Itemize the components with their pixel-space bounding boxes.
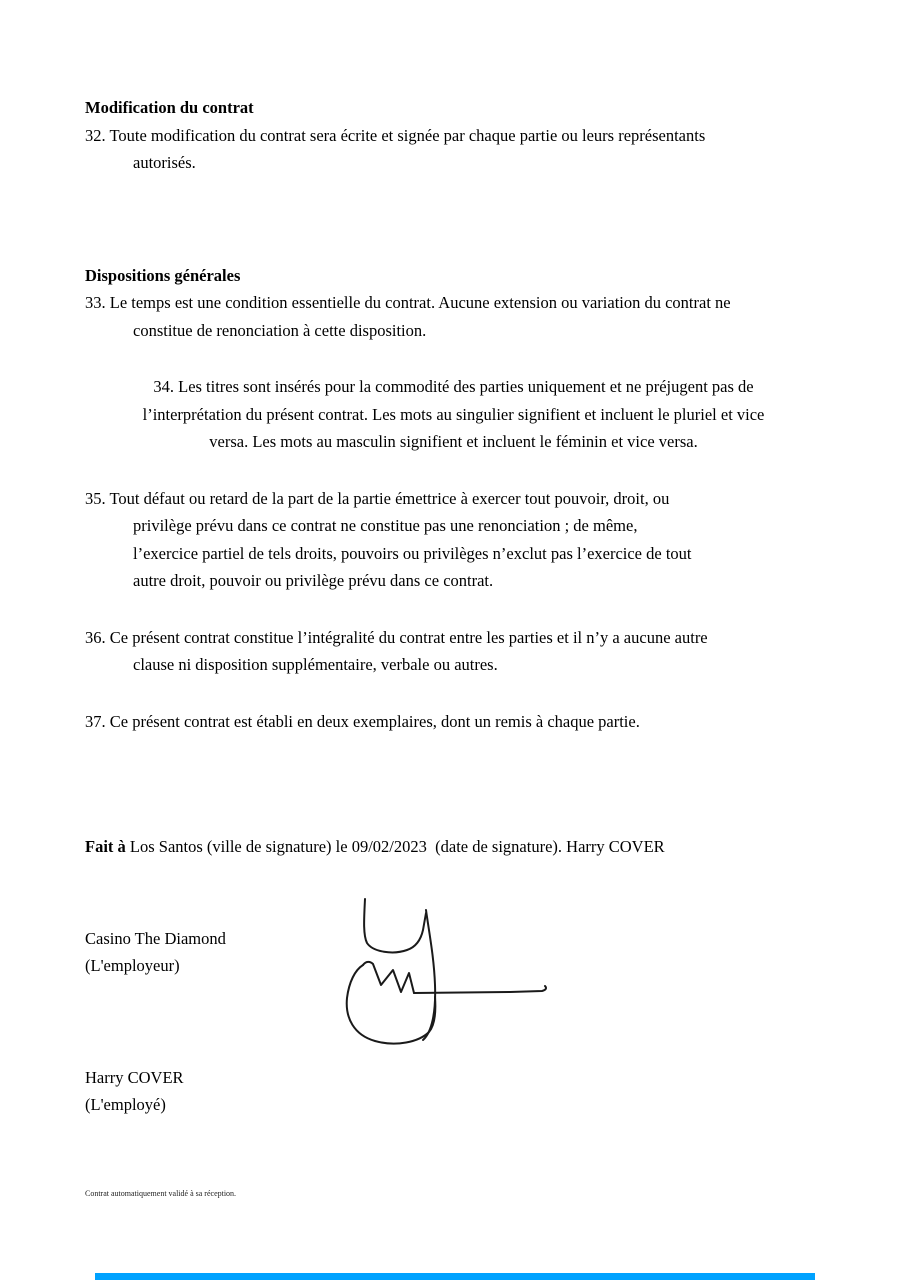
bottom-accent-bar [95,1273,815,1280]
employee-role: (L'employé) [85,1095,166,1114]
clause-line: clause ni disposition supplémentaire, verbale ou autres. [133,655,498,674]
clause-line: versa. Les mots au masculin signifient et incluent le féminin et vice versa. [209,432,698,451]
employer-name: Casino The Diamond [85,928,226,948]
clause-line: constitue de renonciation à cette disposition. [133,320,427,340]
footer-note: Contrat automatiquement validé à sa réception. [85,1188,237,1198]
clause-line: l’exercice partiel de tels droits, pouvoirs ou privilèges n’exclut pas l’exercice de tout [133,543,692,563]
clause-line: 32. Toute modification du contrat sera écrite et signée par chaque partie ou leurs représentants [85,125,706,145]
clause-item [85,708,830,736]
employer-role: (L'employeur) [85,956,180,975]
clause-line: autorisés. [133,153,196,172]
clause-item [85,485,830,595]
clause-line: 36. Ce présent contrat constitue l’intégralité du contrat entre les parties et il n’y a aucune autre [85,627,708,647]
clause-item [85,122,830,177]
section-heading: Dispositions générales [85,265,241,285]
closing-fait-text: Los Santos (ville de signature) le 09/02/2023 (date de signature). Harry COVER [125,837,665,856]
contract-sections [85,94,830,735]
clause-line: autre droit, pouvoir ou privilège prévu dans ce contrat. [133,571,494,590]
clause-item [85,373,822,456]
closing-fait-label: Fait à [85,837,126,856]
clause-item [85,624,830,679]
closing-line [85,833,830,861]
contract-section [85,94,830,177]
clause-line: 35. Tout défaut ou retard de la part de la partie émettrice à exercer tout pouvoir, droit, ou [85,488,670,508]
contract-section [85,262,830,736]
clause-line: 34. Les titres sont insérés pour la commodité des parties uniquement et ne préjugent pas de [153,377,754,396]
clause-line: 37. Ce présent contrat est établi en deux exemplaires, dont un remis à chaque partie. [85,711,640,731]
employee-name: Harry COVER [85,1067,184,1087]
clause-line: l’interprétation du présent contrat. Les mots au singulier signifient et incluent le pluriel et vice [142,404,765,424]
clause-line: privilège prévu dans ce contrat ne constitue pas une renonciation ; de même, [133,516,638,535]
handwritten-signature-icon [330,885,570,1060]
section-heading: Modification du contrat [85,98,254,117]
employee-signatory-block [85,1064,830,1119]
clause-item [85,289,830,344]
clause-line: 33. Le temps est une condition essentielle du contrat. Aucune extension ou variation du contrat ne [85,293,731,312]
